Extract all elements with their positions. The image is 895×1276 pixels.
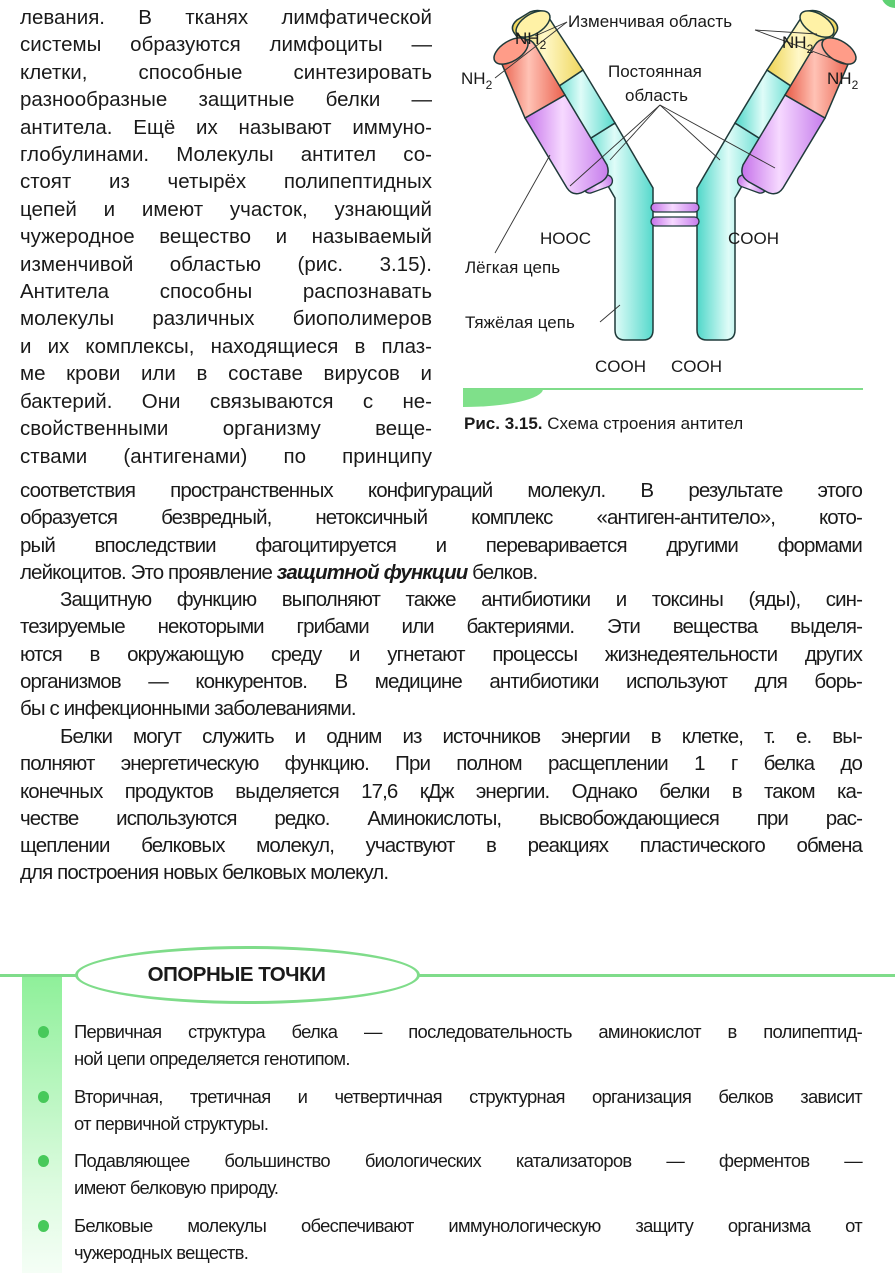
label-constant-region-1: Постоянная	[608, 62, 702, 81]
text-line: молекулы различных биополимеров	[20, 307, 432, 331]
summary-title-oval	[75, 946, 420, 1004]
text-line: бактерий. Они связываются с не-	[20, 389, 432, 413]
label-heavy-chain: Тяжёлая цепь	[465, 313, 575, 332]
text-line: системы образуются лимфоциты —	[20, 33, 432, 57]
text-line: ме крови или в составе вирусов и	[20, 362, 432, 386]
text-line: имеют белковую природу.	[74, 1177, 279, 1199]
text-line: стоят из четырёх полипептидных	[20, 170, 432, 194]
figure-caption	[464, 414, 743, 434]
text-line: клетки, способные синтезировать	[20, 60, 432, 84]
caption-number: Рис. 3.15.	[464, 414, 543, 433]
text-line: и их комплексы, находящиеся в плаз-	[20, 334, 432, 358]
text-line: цепей и имеют участок, узнающий	[20, 197, 432, 221]
text-fragment: лейкоцитов. Это проявление	[20, 560, 277, 584]
summary-point	[36, 1147, 862, 1201]
text-line: ствами (антигенами) по принципу	[20, 444, 432, 468]
bullet-icon	[38, 1155, 49, 1167]
label-nh2-heavy-left: $NH_2$	[515, 29, 547, 52]
text-line: чужеродных веществ.	[74, 1241, 249, 1263]
label-nh2-heavy-right: $NH_2$	[782, 33, 814, 56]
text-line: Защитную функцию выполняют также антибиотики и токсины (яды), син-	[60, 588, 862, 611]
bullet-icon	[38, 1091, 49, 1103]
text-line: Первичная структура белка — последовательность аминокислот в полипептид-	[74, 1021, 862, 1042]
label-cooh-heavy-left: COOH	[595, 357, 646, 376]
text-line: Вторичная, третичная и четвертичная структурная организация белков зависит	[74, 1085, 862, 1107]
bullet-icon	[38, 1026, 49, 1038]
text-line: для построения новых белковых молекул.	[20, 861, 389, 885]
text-line: ной цепи определяется генотипом.	[74, 1048, 350, 1069]
text-line: честве используются редко. Аминокислоты, высвобождающиеся при рас-	[20, 806, 862, 830]
antibody-diagram	[455, 0, 895, 440]
paragraph-2	[20, 586, 862, 722]
text-line: организмов — конкурентов. В медицине антибиотики используют для борь-	[20, 669, 862, 693]
term-protective-function: защитной функции	[276, 560, 468, 584]
summary-points	[36, 1018, 862, 1276]
text-line: антитела. Ещё их называют иммуно-	[20, 115, 432, 139]
summary-point	[36, 1018, 862, 1072]
text-line: тезируемые некоторыми грибами или бактериями. Эти вещества выделя-	[20, 615, 862, 639]
summary-title: ОПОРНЫЕ ТОЧКИ	[147, 963, 326, 986]
label-nh2-light-left: $NH_2$	[461, 69, 493, 92]
text-line: изменчивой областью (рис. 3.15).	[20, 252, 432, 276]
label-cooh-heavy-right: COOH	[671, 357, 722, 376]
paragraph-3	[20, 723, 862, 887]
text-line: чужеродное вещество и называемый	[20, 225, 432, 249]
text-line: полняют энергетическую функцию. При полном расщеплении 1 г белка до	[20, 752, 862, 776]
text-line: Белковые молекулы обеспечивают иммунологическую защиту организма от	[74, 1214, 862, 1236]
text-line: конечных продуктов выделяется 17,6 кДж энергии. Однако белки в таком ка-	[20, 779, 862, 803]
label-cooh-light-right: COOH	[728, 229, 779, 248]
text-line: свойственными организму веще-	[20, 417, 432, 441]
label-constant-region-2: область	[625, 86, 688, 105]
text-line: рый впоследствии фагоцитируется и переваривается другими формами	[20, 533, 862, 557]
text-line: левания. В тканях лимфатической	[20, 6, 432, 29]
text-line: соответствия пространственных конфигураций молекул. В результате этого	[20, 479, 862, 502]
text-line: ются в окружающую среду и угнетают процессы жизнедеятельности других	[20, 642, 862, 666]
hinge-bridges	[651, 203, 699, 226]
label-light-chain: Лёгкая цепь	[465, 258, 561, 277]
label-nh2-light-right: $NH_2$	[827, 69, 859, 92]
text-line: от первичной структуры.	[74, 1112, 269, 1134]
bullet-icon	[38, 1220, 49, 1232]
text-line: Белки могут служить и одним из источников энергии в клетке, т. е. вы-	[60, 725, 862, 748]
text-line: Антитела способны распознавать	[20, 280, 432, 304]
paragraph-1	[20, 477, 862, 586]
text-line: бы с инфекционными заболеваниями.	[20, 697, 356, 721]
caption-text: Схема строения антител	[542, 414, 744, 433]
summary-point	[36, 1083, 862, 1137]
column-text	[20, 4, 432, 470]
text-fragment: белков.	[467, 560, 538, 584]
text-line	[20, 559, 862, 586]
label-hooc: HOOC	[540, 229, 591, 248]
text-line: Подавляющее большинство биологических катализаторов — ферментов —	[74, 1150, 862, 1172]
label-variable-region: Изменчивая область	[568, 12, 733, 31]
text-line: глобулинами. Молекулы антител со-	[20, 143, 432, 167]
text-line: щеплении белковых молекул, участвуют в реакциях пластического обмена	[20, 834, 862, 858]
text-line: образуется безвредный, нетоксичный комплекс «антиген-антитело», кото-	[20, 506, 862, 530]
summary-point	[36, 1212, 862, 1266]
text-line: разнообразные защитные белки —	[20, 88, 432, 112]
